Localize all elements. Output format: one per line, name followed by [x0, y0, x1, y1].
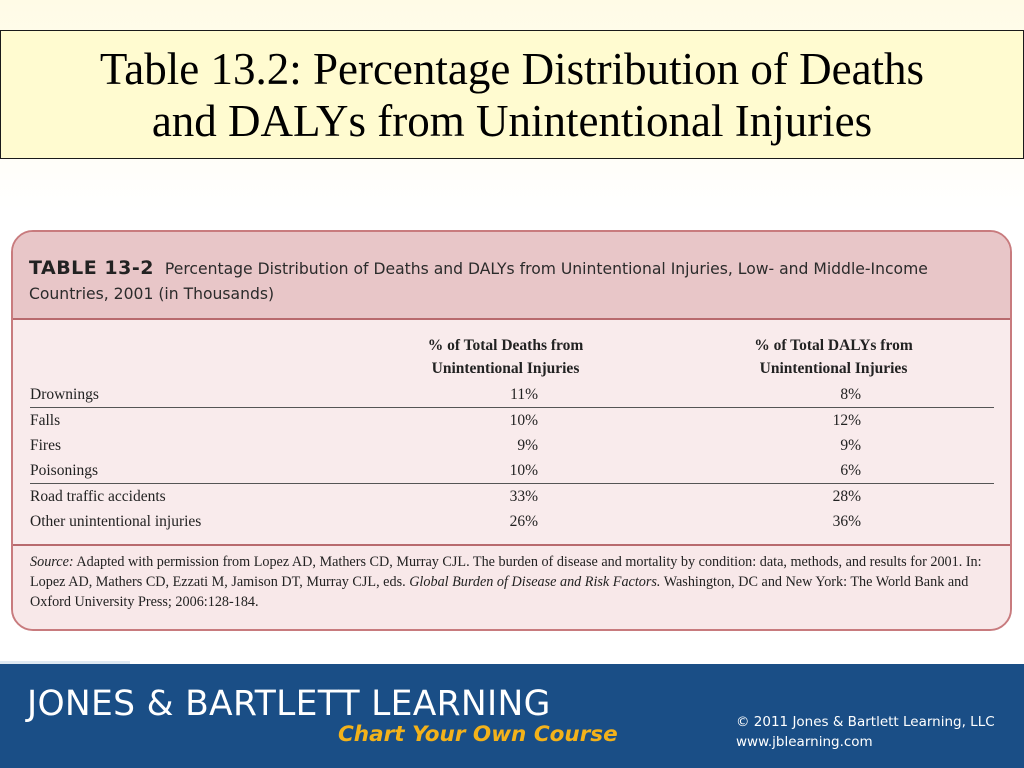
column-header-dalys-line-1: % of Total DALYs from — [754, 337, 913, 354]
table-caption-text-line-1: Percentage Distribution of Deaths and DALYs from Unintentional Injuries, Low- and Middle-Income — [164, 260, 928, 278]
table-row — [30, 484, 994, 509]
row-label: Fires — [30, 437, 61, 454]
table-caption-text-line-2: Countries, 2001 (in Thousands) — [29, 285, 275, 303]
publisher-footer — [0, 664, 1024, 768]
dalys-value: 6% — [840, 462, 861, 479]
dalys-value: 9% — [840, 437, 861, 454]
dalys-value: 28% — [832, 488, 861, 505]
column-header-dalys — [741, 334, 926, 380]
deaths-value: 10% — [509, 462, 538, 479]
table-caption — [13, 232, 1010, 320]
source-prefix: Source: — [30, 554, 74, 570]
dalys-value: 36% — [832, 513, 861, 530]
deaths-value: 33% — [509, 488, 538, 505]
table-row — [30, 509, 994, 534]
copyright-notice — [736, 712, 995, 752]
deaths-value: 26% — [509, 513, 538, 530]
source-book-title: Global Burden of Disease and Risk Factors. — [409, 574, 661, 590]
dalys-value: 12% — [832, 412, 861, 429]
row-label: Drownings — [30, 386, 99, 403]
publisher-tagline: Chart Your Own Course — [338, 722, 618, 747]
table-source-note — [13, 546, 1010, 631]
table-body — [13, 320, 1010, 546]
row-label: Other unintentional injuries — [30, 513, 202, 530]
slide-title — [0, 30, 1024, 159]
publisher-url: www.jblearning.com — [736, 734, 873, 750]
table-row — [30, 433, 994, 458]
table-row — [30, 408, 994, 433]
column-header-deaths — [413, 334, 598, 380]
column-header-dalys-line-2: Unintentional Injuries — [759, 360, 908, 377]
copyright-text: © 2011 Jones & Bartlett Learning, LLC — [736, 714, 995, 730]
deaths-value: 11% — [510, 386, 538, 403]
table-label: TABLE 13-2 — [29, 257, 154, 279]
row-label: Poisonings — [30, 462, 99, 479]
deaths-value: 9% — [517, 437, 538, 454]
column-header-deaths-line-2: Unintentional Injuries — [431, 360, 580, 377]
table-figure — [11, 230, 1012, 631]
slide-title-line-1: Table 13.2: Percentage Distribution of Deaths — [99, 43, 925, 94]
row-label: Road traffic accidents — [30, 488, 166, 505]
row-label: Falls — [30, 412, 61, 429]
dalys-value: 8% — [840, 386, 861, 403]
source-text-1: Adapted with permission from Lopez AD, Mathers CD, Murray CJL. The burden of disease and mortality by condition: data, methods, and results for 2001. In: Lopez AD, Mathers CD, Ezzati M, Jamison DT, Murray CJL, eds. — [30, 554, 982, 590]
publisher-brand: JONES & BARTLETT LEARNING — [27, 684, 551, 724]
table-row — [30, 458, 994, 483]
source-text-2: Washington, DC and New York: The World Bank and Oxford University Press; 2006:128-184. — [30, 574, 969, 610]
column-header-deaths-line-1: % of Total Deaths from — [427, 337, 584, 354]
table-row — [30, 382, 994, 407]
slide-title-line-2: and DALYs from Unintentional Injuries — [151, 95, 873, 146]
deaths-value: 10% — [509, 412, 538, 429]
